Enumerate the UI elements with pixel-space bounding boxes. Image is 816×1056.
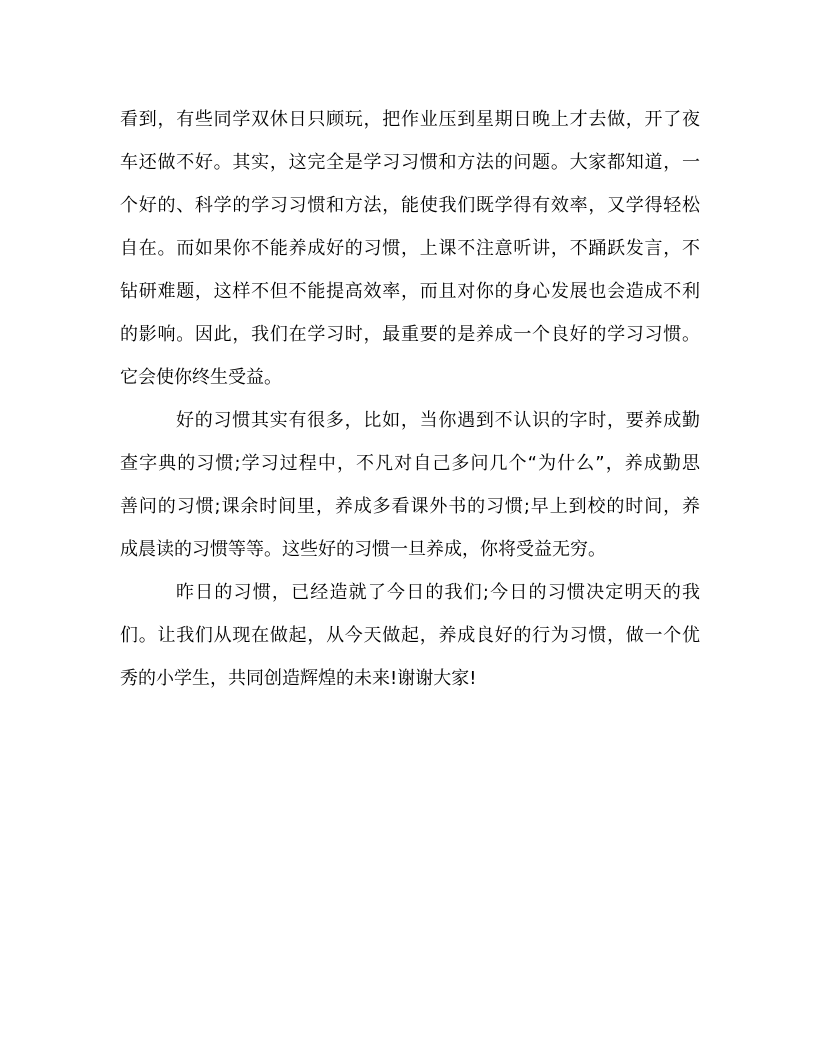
text-line: 个好的、科学的学习习惯和方法，能使我们既学得有效率，又学得轻松 <box>120 195 700 216</box>
text-line: 秀的小学生，共同创造辉煌的未来!谢谢大家! <box>120 668 477 689</box>
text-line: 们。让我们从现在做起，从今天做起，养成良好的行为习惯，做一个优 <box>120 625 700 646</box>
text-line: 善问的习惯;课余时间里，养成多看课外书的习惯;早上到校的时间，养 <box>120 496 700 517</box>
text-line: 看到，有些同学双休日只顾玩，把作业压到星期日晚上才去做，开了夜 <box>120 109 700 130</box>
paragraph-1 <box>120 98 700 399</box>
paragraph-2 <box>120 399 700 571</box>
text-line: 的影响。因此，我们在学习时，最重要的是养成一个良好的学习习惯。 <box>120 324 700 345</box>
text-line: 查字典的习惯;学习过程中，不凡对自己多问几个“为什么”，养成勤思 <box>120 453 700 474</box>
text-line: 车还做不好。其实，这完全是学习习惯和方法的问题。大家都知道，一 <box>120 152 700 173</box>
text-line: 成晨读的习惯等等。这些好的习惯一旦养成，你将受益无穷。 <box>120 539 606 560</box>
text-line: 昨日的习惯，已经造就了今日的我们;今日的习惯决定明天的我 <box>176 582 700 603</box>
text-line: 好的习惯其实有很多，比如，当你遇到不认识的字时，要养成勤 <box>176 410 700 431</box>
text-line: 它会使你终生受益。 <box>120 367 282 388</box>
text-line: 自在。而如果你不能养成好的习惯，上课不注意听讲，不踊跃发言，不 <box>120 238 700 259</box>
document-body <box>120 98 700 700</box>
paragraph-3 <box>120 571 700 700</box>
text-line: 钻研难题，这样不但不能提高效率，而且对你的身心发展也会造成不利 <box>120 281 700 302</box>
